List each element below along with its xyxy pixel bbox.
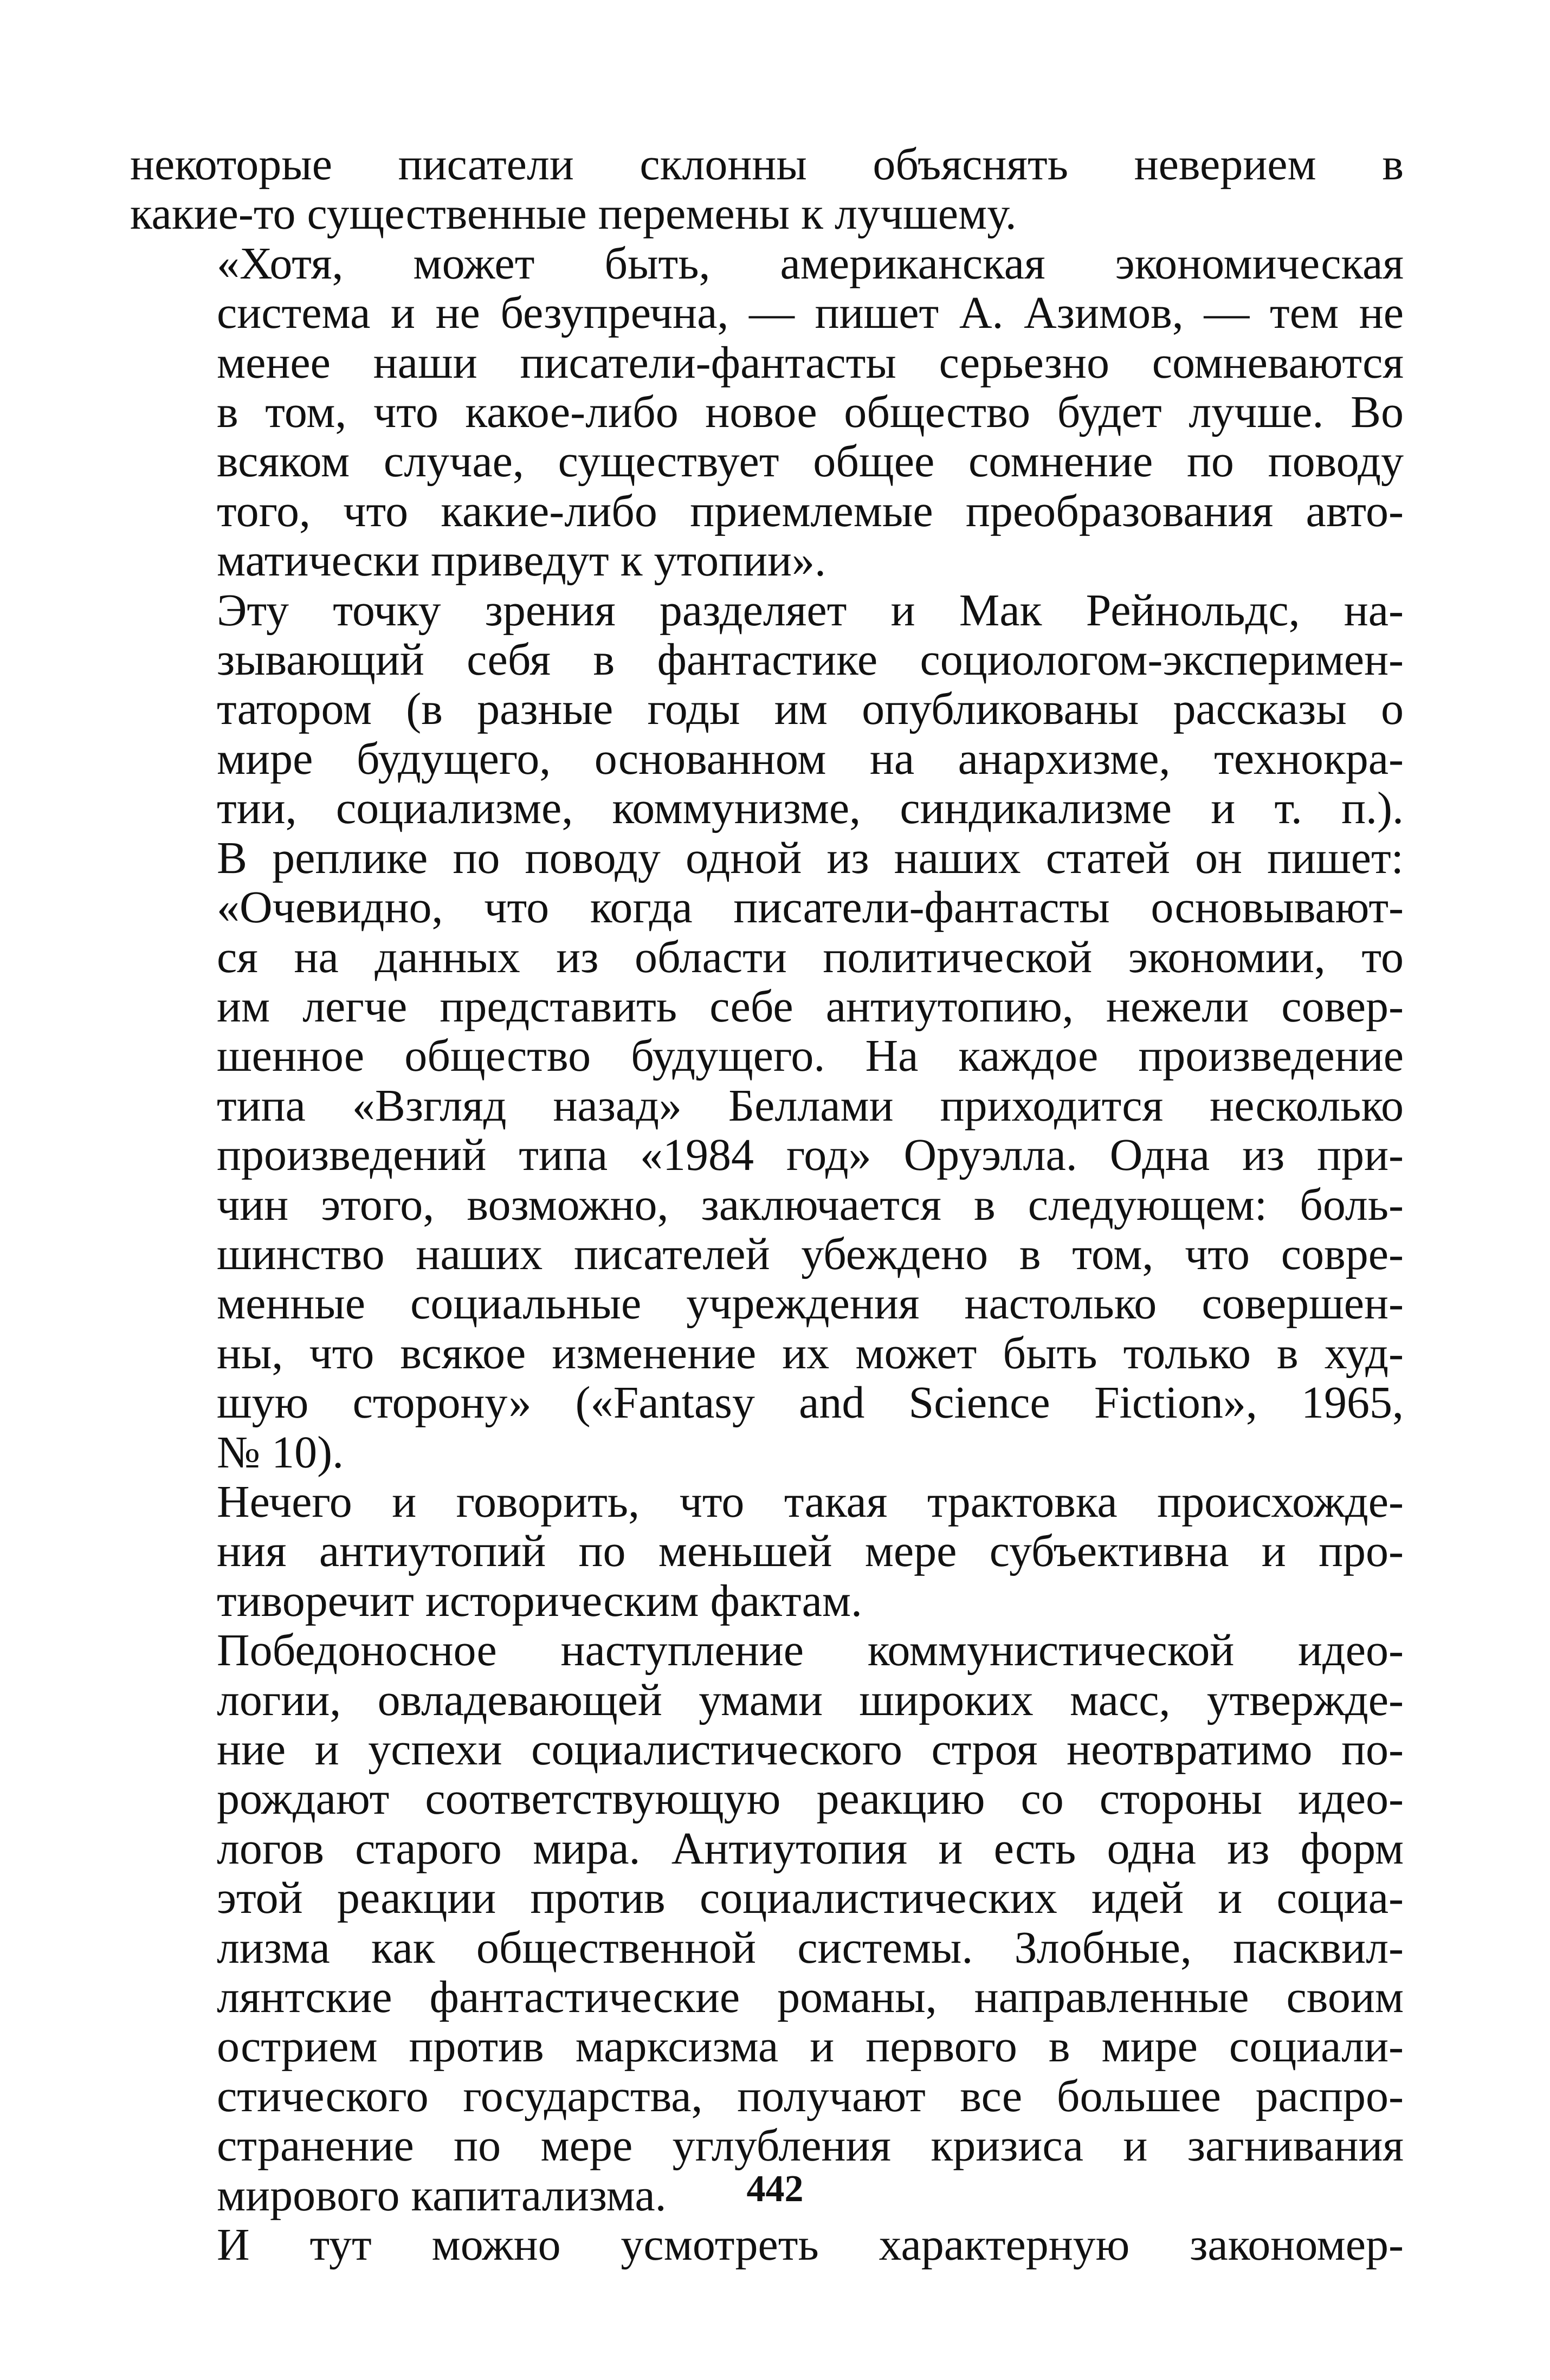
paragraph [130, 1626, 1404, 2220]
paragraph [130, 586, 1404, 1477]
text-line: лизма как общественной системы. Злобные, пасквил- [217, 1922, 1404, 1973]
text-line: типа «Взгляд назад» Беллами приходится несколько [217, 1080, 1404, 1131]
text-line: мире будущего, основанном на анархизме, технокра- [217, 733, 1404, 784]
text-line: менее наши писатели-фантасты серьезно сомневаются [217, 337, 1404, 388]
text-line: ся на данных из области политической экономии, то [217, 932, 1404, 982]
text-line: матически приведут к утопии». [217, 535, 826, 586]
text-line: им легче представить себе антиутопию, нежели совер- [217, 981, 1404, 1032]
text-line: логии, овладевающей умами широких масс, утвержде- [217, 1674, 1404, 1725]
text-line: тии, социализме, коммунизме, синдикализме и т. п.). [217, 783, 1404, 834]
text-line: шенное общество будущего. На каждое произведение [217, 1031, 1404, 1082]
text-line: какие-то существенные перемены к лучшему. [130, 189, 1017, 240]
text-line: того, что какие-либо приемлемые преобразования авто- [217, 486, 1404, 536]
text-line: менные социальные учреждения настолько совершен- [217, 1278, 1404, 1329]
text-line: Победоносное наступление коммунистической идео- [217, 1625, 1404, 1676]
text-line: мирового капитализма. [217, 2170, 667, 2221]
text-line: лянтские фантастические романы, направленные своим [217, 1972, 1404, 2023]
text-line: В реплике по поводу одной из наших статей он пишет: [217, 832, 1404, 883]
text-line: тиворечит историческим фактам. [217, 1575, 863, 1626]
text-line: ния антиутопий по меньшей мере субъективна и про- [217, 1526, 1404, 1577]
text-line: Нечего и говорить, что такая трактовка происхожде- [217, 1476, 1404, 1527]
paragraph [130, 239, 1404, 586]
text-line: татором (в разные годы им опубликованы рассказы о [217, 684, 1404, 735]
text-line: зывающий себя в фантастике социологом-эксперимен- [217, 635, 1404, 685]
page-body [130, 140, 1404, 2269]
text-line: Эту точку зрения разделяет и Мак Рейнольдс, на- [217, 585, 1404, 636]
text-line: система и не безупречна, — пишет А. Азимов, — тем не [217, 288, 1404, 339]
text-line: ны, что всякое изменение их может быть только в худ- [217, 1328, 1404, 1379]
text-line: рождают соответствующую реакцию со стороны идео- [217, 1774, 1404, 1825]
paragraph [130, 2220, 1404, 2269]
text-line: стического государства, получают все большее распро- [217, 2071, 1404, 2122]
text-line: шинство наших писателей убеждено в том, что совре- [217, 1228, 1404, 1279]
page-number: 442 [746, 2168, 804, 2210]
text-line: «Хотя, может быть, американская экономическая [217, 238, 1404, 289]
text-line: чин этого, возможно, заключается в следующем: боль- [217, 1179, 1404, 1230]
text-line: этой реакции против социалистических идей и социа- [217, 1873, 1404, 1924]
paragraph [130, 1477, 1404, 1626]
text-line: логов старого мира. Антиутопия и есть одна из форм [217, 1823, 1404, 1874]
text-line: в том, что какое-либо новое общество будет лучше. Во [217, 387, 1404, 438]
text-line: И тут можно усмотреть характерную закономер- [217, 2220, 1404, 2271]
text-line: всяком случае, существует общее сомнение по поводу [217, 436, 1404, 487]
text-line: некоторые писатели склонны объяснять неверием в [130, 139, 1404, 190]
text-line: острием против марксизма и первого в мире социали- [217, 2021, 1404, 2072]
text-line: произведений типа «1984 год» Оруэлла. Одна из при- [217, 1130, 1404, 1181]
text-line: № 10). [217, 1427, 344, 1478]
paragraph [130, 140, 1404, 239]
text-line: странение по мере углубления кризиса и загнивания [217, 2120, 1404, 2171]
text-line: «Очевидно, что когда писатели-фантасты основывают- [217, 882, 1404, 933]
text-line: шую сторону» («Fantasy and Science Fiction», 1965, [217, 1377, 1404, 1428]
text-line: ние и успехи социалистического строя неотвратимо по- [217, 1724, 1404, 1775]
